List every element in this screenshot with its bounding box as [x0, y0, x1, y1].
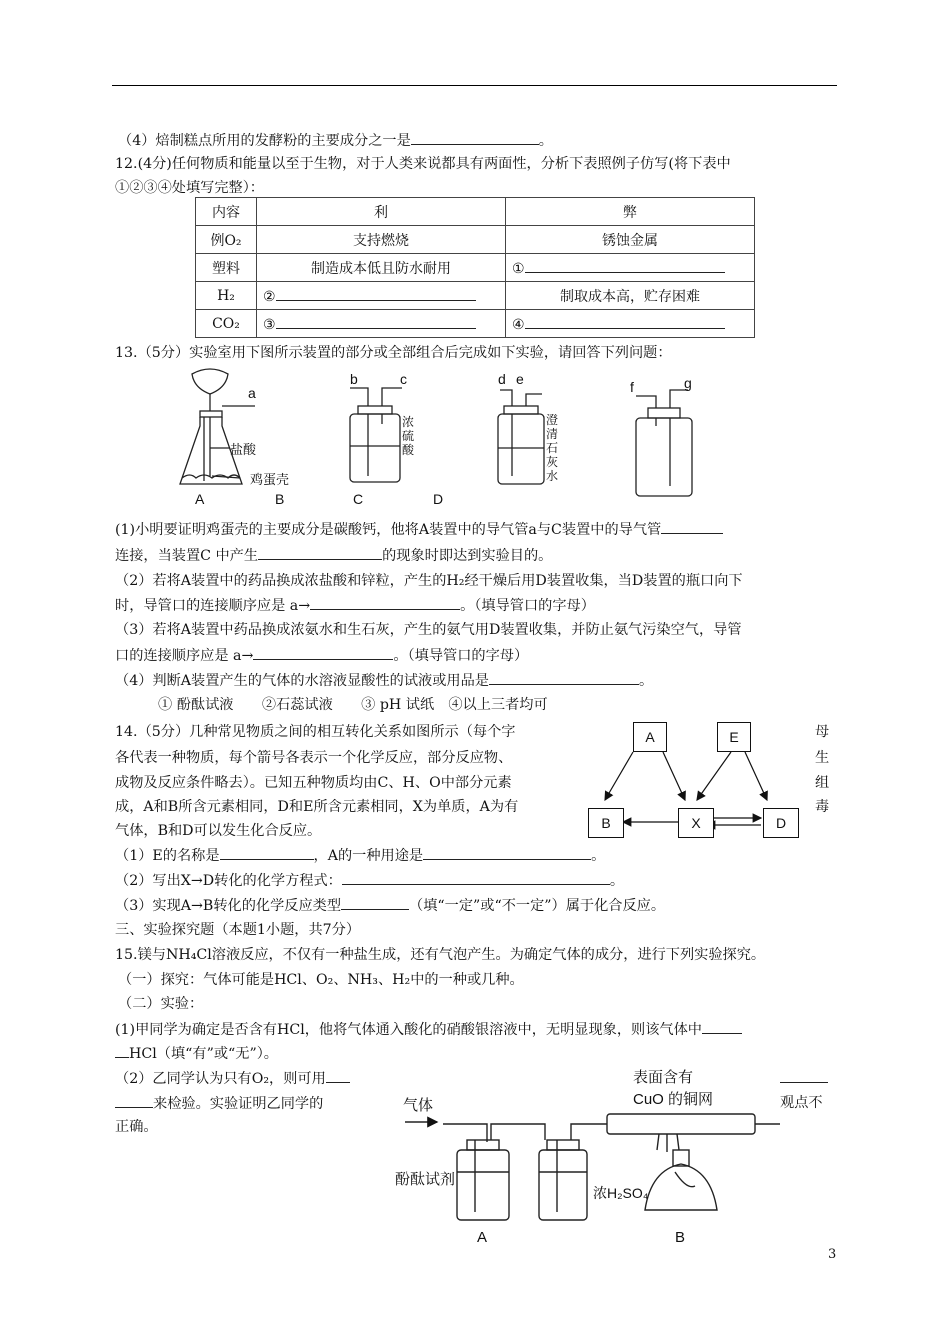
- sulfuric-acid-bottle-icon: [539, 1150, 587, 1220]
- q14-l1: 14.（5分）几种常见物质之间的相互转化关系如图所示（每个字: [115, 724, 516, 740]
- answer-blank[interactable]: [342, 870, 610, 885]
- answer-blank[interactable]: [702, 1019, 742, 1034]
- table-cell: 制造成本低且防水耐用: [257, 254, 506, 282]
- q15-l1: 15.镁与NH₄Cl溶液反应，不仅有一种盐生成，还有气泡产生。为确定气体的成分，进行下列实验探究。: [115, 947, 766, 963]
- fig-label: CuO 的铜网: [633, 1091, 714, 1108]
- q14-l3: 成物及反应条件略去）。已知五种物质均由C、H、O中部分元素: [115, 775, 512, 791]
- limewater-bottle-icon: [498, 414, 544, 484]
- table-row: [196, 226, 755, 254]
- node-e: E: [717, 722, 751, 752]
- table-cell: 锈蚀金属: [506, 226, 755, 254]
- table-cell: H₂: [196, 282, 257, 310]
- table-cell[interactable]: ②: [257, 282, 506, 310]
- fig-label: c: [400, 371, 407, 387]
- table-cell[interactable]: ①: [506, 254, 755, 282]
- q13-p3a: （3）若将A装置中药品换成浓氨水和生石灰，产生的氨气用D装置收集，并防止氨气污染空气，导管: [115, 622, 742, 638]
- fig-label: A: [195, 491, 205, 507]
- table-header: 弊: [506, 198, 755, 226]
- q15-p1a: (1)甲同学为确定是否含有HCl，他将气体通入酸化的硝酸银溶液中，无明显现象，则该气体中: [115, 1019, 742, 1040]
- gas-wash-bottle-icon: [350, 414, 400, 482]
- answer-blank[interactable]: [310, 595, 460, 610]
- q15-p1b: HCl（填“有”或“无”）。: [115, 1043, 278, 1064]
- q13-p1a: (1)小明要证明鸡蛋壳的主要成分是碳酸钙，他将A装置中的导气管a与C装置中的导气管: [115, 519, 723, 540]
- q15-p2c: 正确。: [115, 1119, 158, 1135]
- page-number: 3: [828, 1247, 837, 1262]
- q14-p2: （2）写出X→D转化的化学方程式： 。: [115, 870, 624, 891]
- answer-blank[interactable]: [423, 845, 591, 860]
- answer-blank[interactable]: [115, 1093, 153, 1108]
- table-header: 利: [257, 198, 506, 226]
- q15-p2r: 观点不: [780, 1095, 823, 1111]
- alcohol-lamp-icon: [645, 1164, 717, 1210]
- answer-blank[interactable]: [326, 1068, 350, 1083]
- table-row: [196, 282, 755, 310]
- q15-p2b: 来检验。实验证明乙同学的: [115, 1093, 323, 1114]
- fig-label: d: [498, 371, 506, 387]
- q13-p2a: （2）若将A装置中的药品换成浓盐酸和锌粒，产生的H₂经干燥后用D装置收集，当D装置的瓶口向下: [115, 573, 743, 589]
- q12-line1: 12.(4分)任何物质和能量以至于生物，对于人类来说都具有两面性，分析下表照例子仿写(将下表中: [115, 156, 731, 172]
- answer-blank[interactable]: [489, 670, 639, 685]
- q12-line2: ①②③④处填写完整）：: [115, 180, 264, 196]
- answer-blank[interactable]: [258, 545, 382, 560]
- fig-label: 气体: [403, 1097, 434, 1114]
- fig-label: 澄: [546, 413, 559, 427]
- q14-p3: （3）实现A→B转化的化学反应类型 （填“一定”或“不一定”）属于化合反应。: [115, 895, 665, 916]
- q14-r1: 母: [815, 724, 830, 740]
- answer-blank[interactable]: [411, 130, 539, 145]
- q14-r4: 毒: [815, 799, 830, 815]
- q15-l3: （二）实验：: [118, 996, 204, 1012]
- q14-r2: 生: [815, 750, 830, 766]
- phenolphthalein-bottle-icon: [457, 1150, 509, 1220]
- node-x: X: [678, 808, 714, 838]
- q13-p4: （4）判断A装置产生的气体的水溶液显酸性的试液或用品是 。: [115, 670, 653, 691]
- q15-l2: （一）探究：气体可能是HCl、O₂、NH₃、H₂中的一种或几种。: [118, 972, 524, 988]
- q13-options: ① 酚酞试液 ②石蕊试液 ③ pH 试纸 ④以上三者均可: [158, 697, 548, 713]
- q11-4: （4）焙制糕点所用的发酵粉的主要成分之一是 。: [118, 130, 553, 151]
- q14-l5: 气体，B和D可以发生化合反应。: [115, 823, 322, 839]
- table-cell: 例O₂: [196, 226, 257, 254]
- table-row: [196, 254, 755, 282]
- fig-label: C: [353, 491, 364, 507]
- q14-l4: 成，A和B所含元素相同，D和E所含元素相同，X为单质，A为有: [115, 799, 519, 815]
- fig-label: g: [684, 375, 692, 391]
- fig-label: b: [350, 371, 358, 387]
- fig-label: 表面含有: [633, 1069, 694, 1086]
- fig-label: 酚酞试剂: [395, 1171, 456, 1188]
- node-b: B: [588, 808, 624, 838]
- answer-blank[interactable]: [115, 1043, 129, 1058]
- combustion-tube-icon: [607, 1114, 755, 1134]
- fig-label: 石: [546, 441, 559, 455]
- separatory-funnel-icon: [192, 369, 228, 394]
- q14-p1: （1）E的名称是 ，A的一种用途是 。: [115, 845, 605, 866]
- fig-label: 鸡蛋壳: [250, 472, 290, 487]
- fig-label: B: [675, 1229, 686, 1246]
- fig-label: 浓: [402, 415, 415, 429]
- table-cell: 支持燃烧: [257, 226, 506, 254]
- fig-label: f: [630, 379, 634, 395]
- fig-label: 清: [546, 427, 559, 441]
- q15-p2a: （2）乙同学认为只有O₂，则可用: [115, 1068, 350, 1089]
- q15-apparatus-figure: [395, 1060, 795, 1250]
- answer-blank[interactable]: [220, 845, 314, 860]
- table-cell[interactable]: ④: [506, 310, 755, 338]
- table-header-row: [196, 198, 755, 226]
- table-cell: 制取成本高，贮存困难: [506, 282, 755, 310]
- node-d: D: [763, 808, 799, 838]
- fig-label: 灰: [546, 455, 559, 469]
- node-a: A: [633, 722, 667, 752]
- q14-r3: 组: [815, 775, 830, 791]
- fig-label: 酸: [402, 443, 415, 457]
- table-row: [196, 310, 755, 338]
- q14-l2: 各代表一种物质，每个箭号各表示一个化学反应，部分反应物、: [115, 750, 513, 766]
- fig-label: a: [248, 385, 256, 401]
- q12-table: [195, 197, 755, 338]
- fig-label: 硫: [402, 429, 415, 443]
- q13-p2b: 时，导管口的连接顺序应是 a→ 。（填导管口的字母）: [115, 595, 595, 616]
- table-cell: 塑料: [196, 254, 257, 282]
- header-rule: [112, 85, 837, 86]
- collection-bottle-icon: [636, 418, 692, 496]
- fig-label: e: [516, 371, 524, 387]
- fig-label: 浓H₂SO₄: [593, 1185, 649, 1201]
- fig-label: 盐酸: [230, 442, 257, 457]
- fig-label: D: [433, 491, 444, 507]
- fig-label: 水: [546, 469, 559, 483]
- q13-p1b: 连接，当装置C 中产生 的现象时即达到实验目的。: [115, 545, 552, 566]
- answer-blank[interactable]: [661, 519, 723, 534]
- table-cell: CO₂: [196, 310, 257, 338]
- answer-blank[interactable]: [253, 645, 393, 660]
- table-cell[interactable]: ③: [257, 310, 506, 338]
- fig-label: B: [275, 491, 285, 507]
- table-header: 内容: [196, 198, 257, 226]
- q13-title: 13.（5分）实验室用下图所示装置的部分或全部组合后完成如下实验，请回答下列问题：: [115, 345, 672, 361]
- section-3-heading: 三、实验探究题（本题1小题，共7分）: [115, 922, 361, 938]
- q13-apparatus-figure: [170, 366, 730, 511]
- answer-blank[interactable]: [341, 895, 409, 910]
- q13-p3b: 口的连接顺序应是 a→ 。（填导管口的字母）: [115, 645, 528, 666]
- fig-label: A: [477, 1229, 488, 1246]
